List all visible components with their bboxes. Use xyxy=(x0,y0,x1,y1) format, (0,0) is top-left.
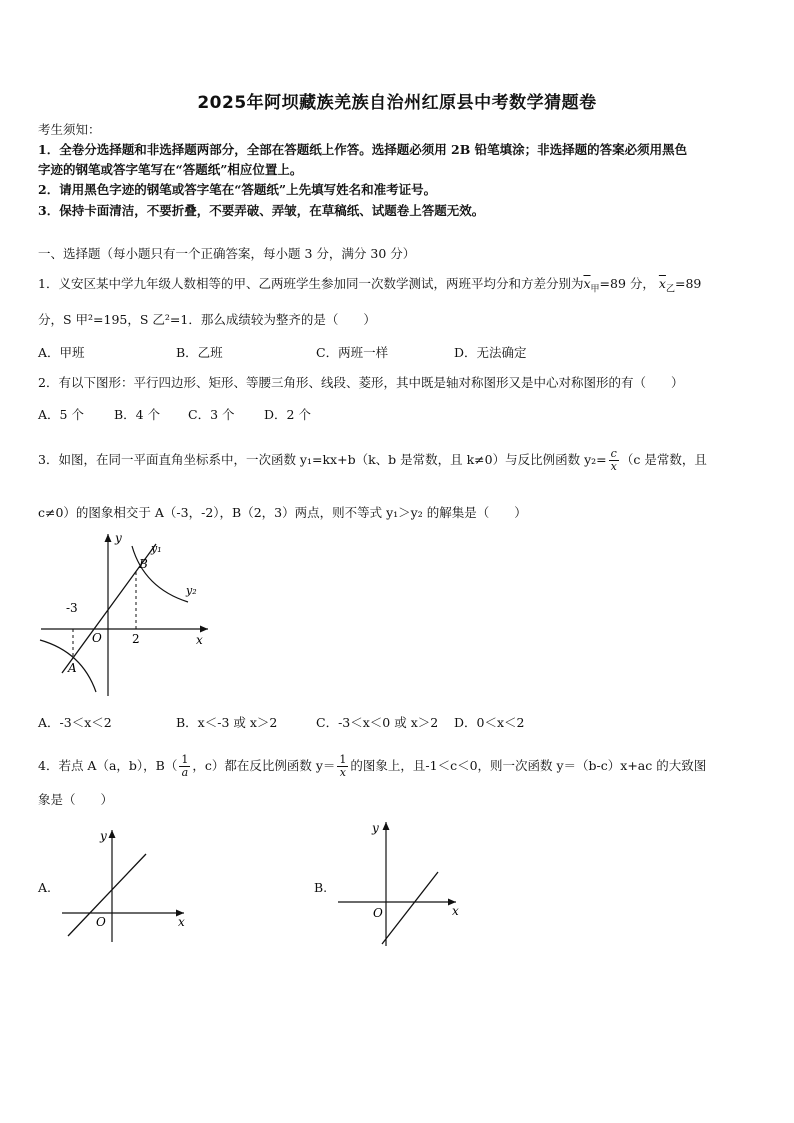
section-heading: 一、选择题（每小题只有一个正确答案，每小题 3 分，满分 30 分） xyxy=(38,246,416,261)
q3-frac-den: x xyxy=(610,460,617,473)
notice-heading: 考生须知： xyxy=(38,122,101,137)
q3-option-a: A．-3＜x＜2 xyxy=(38,715,112,730)
q1-xbar-yi: $\overline{x}$ xyxy=(658,276,666,291)
q3-label-x: x xyxy=(196,633,203,647)
q4b-y-arrow-icon xyxy=(383,822,390,830)
q4-option-a-graph xyxy=(58,826,198,946)
q3-graph xyxy=(36,530,216,700)
q4-option-b-graph xyxy=(334,816,474,948)
q4b-line xyxy=(382,872,438,944)
q3-x-arrow-icon xyxy=(200,626,208,633)
q3-line1 xyxy=(38,448,707,473)
q4-stem-b: ，c）都在反比例函数 y＝ xyxy=(192,758,336,773)
q3-options xyxy=(38,713,524,731)
q4a-label-x: x xyxy=(178,915,185,929)
q4a-label-o: O xyxy=(96,915,106,929)
q4-frac1-num: 1 xyxy=(181,753,189,766)
q4-line1 xyxy=(38,754,706,779)
q2-stem: 2．有以下图形：平行四边形、矩形、等腰三角形、线段、菱形，其中既是轴对称图形又是中心对称图形的有（ ） xyxy=(38,375,684,390)
q3-label-o: O xyxy=(92,631,102,645)
q4a-line xyxy=(68,854,146,936)
q3-label-y1: y₁ xyxy=(151,542,162,555)
q4a-label-y: y xyxy=(100,829,107,843)
q3-tick-2: 2 xyxy=(132,632,140,646)
q1-eq1: =89 分， xyxy=(599,276,655,291)
q3-label-a: A xyxy=(68,661,77,675)
q3-fraction xyxy=(609,448,619,473)
q1-options xyxy=(38,343,527,361)
notice-item-3: 3．保持卡面清洁，不要折叠，不要弄破、弄皱，在草稿纸、试题卷上答题无效。 xyxy=(38,203,485,218)
notice-item-2: 2．请用黑色字迹的钢笔或答字笔在“答题纸”上先填写姓名和准考证号。 xyxy=(38,182,437,197)
q4-option-b-label: B. xyxy=(314,880,328,895)
q4-fraction-2 xyxy=(337,754,348,779)
q1-sub-yi: 乙 xyxy=(665,284,675,295)
q1-line2: 分，S 甲²=195，S 乙²=1．那么成绩较为整齐的是（ ） xyxy=(38,312,376,327)
q3-stem-a: 3．如图，在同一平面直角坐标系中，一次函数 y₁=kx+b（k、b 是常数，且 k≠0）与反比例函数 y₂= xyxy=(38,452,607,467)
page-title: 2025年阿坝藏族羌族自治州红原县中考数学猜题卷 xyxy=(197,93,597,113)
q4b-label-y: y xyxy=(372,821,379,835)
q2-option-a: A．5 个 xyxy=(38,407,84,422)
q2-option-d: D．2 个 xyxy=(264,407,311,422)
q4-frac2-num: 1 xyxy=(339,753,347,766)
q2-options xyxy=(38,405,311,423)
q4a-y-arrow-icon xyxy=(109,830,116,838)
q1-option-c: C．两班一样 xyxy=(316,345,389,360)
q3-option-b: B．x＜-3 或 x＞2 xyxy=(176,715,278,730)
q4-option-a-label: A. xyxy=(38,880,52,895)
q3-label-y2: y₂ xyxy=(186,584,197,597)
q3-tick-neg3: -3 xyxy=(66,601,78,615)
q3-y-arrow-icon xyxy=(105,534,112,542)
q1-option-d: D．无法确定 xyxy=(454,345,527,360)
q3-option-d: D．0＜x＜2 xyxy=(454,715,525,730)
q1-xbar-jia: $\overline{x}$ xyxy=(583,276,591,291)
q4b-label-x: x xyxy=(452,904,459,918)
q1-option-a: A．甲班 xyxy=(38,345,85,360)
q3-line2: c≠0）的图象相交于 A（-3，-2），B（2，3）两点，则不等式 y₁＞y₂ 的解集是（ ） xyxy=(38,505,527,520)
q3-frac-num: c xyxy=(609,448,619,461)
q1-stem-a: 1．义安区某中学九年级人数相等的甲、乙两班学生参加同一次数学测试，两班平均分和方差分别为 xyxy=(38,276,584,291)
q2-option-c: C．3 个 xyxy=(188,407,235,422)
q3-stem-b: （c 是常数，且 xyxy=(620,452,707,467)
notice-item-1b: 字迹的钢笔或答字笔写在“答题纸”相应位置上。 xyxy=(38,162,303,177)
q3-option-c: C．-3＜x＜0 或 x＞2 xyxy=(316,715,439,730)
q4-frac1-den: a xyxy=(181,766,189,779)
q1-option-b: B．乙班 xyxy=(176,345,223,360)
q1-sub-jia: 甲 xyxy=(590,284,600,295)
q4b-label-o: O xyxy=(373,906,383,920)
q1-line1 xyxy=(38,276,701,298)
q4-line2: 象是（ ） xyxy=(38,792,114,807)
q4-stem-a: 4．若点 A（a，b），B（ xyxy=(38,758,178,773)
notice-item-1a: 1．全卷分选择题和非选择题两部分，全部在答题纸上作答。选择题必须用 2B 铅笔填涂；非选择题的答案必须用黑色 xyxy=(38,142,688,157)
q2-option-b: B．4 个 xyxy=(114,407,161,422)
q4-frac2-den: x xyxy=(339,766,346,779)
q1-eq2: =89 xyxy=(674,276,702,291)
q4-stem-c: 的图象上，且-1＜c＜0，则一次函数 y＝（b-c）x+ac 的大致图 xyxy=(350,758,707,773)
q3-label-y: y xyxy=(115,531,122,545)
q3-label-b: B xyxy=(139,557,148,571)
q4-fraction-1 xyxy=(179,754,190,779)
